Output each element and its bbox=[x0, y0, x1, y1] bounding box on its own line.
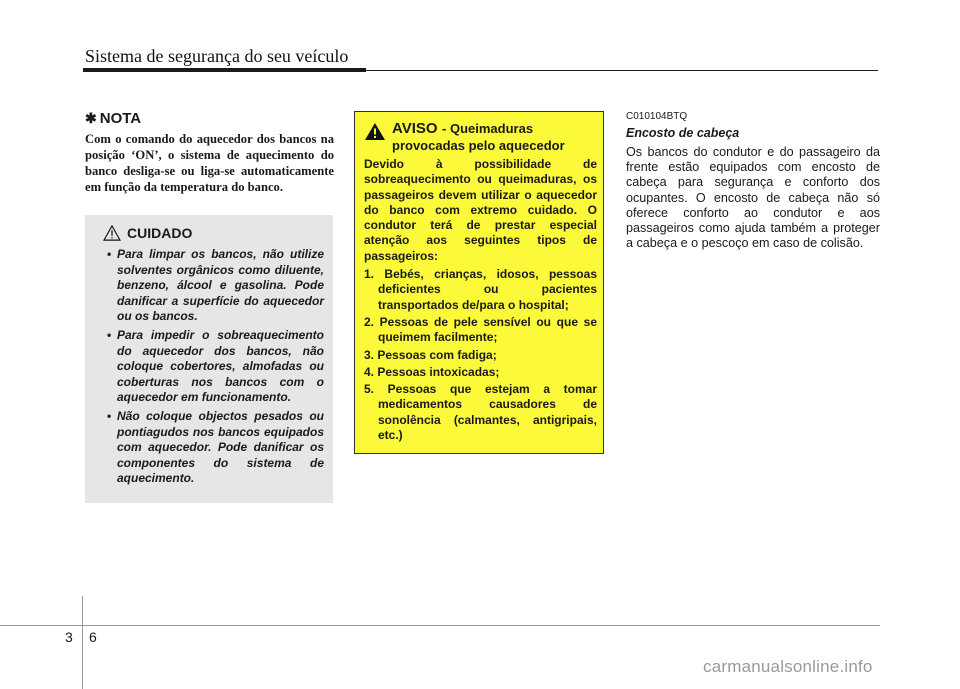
warning-subtitle-line1: - Queimaduras bbox=[442, 121, 534, 136]
warning-item: 3. Pessoas com fadiga; bbox=[364, 347, 497, 362]
headrest-section bbox=[626, 111, 880, 251]
caution-title: CUIDADO bbox=[127, 225, 193, 241]
caution-heading bbox=[103, 225, 324, 241]
note-title: NOTA bbox=[99, 110, 142, 127]
header-rule-thin bbox=[366, 70, 878, 71]
footer-rule bbox=[0, 625, 880, 626]
warning-box bbox=[354, 111, 604, 454]
page-header-title: Sistema de segurança do seu veículo bbox=[85, 46, 349, 66]
warning-item: 4. Pessoas intoxicadas; bbox=[364, 364, 500, 379]
header-rule-thick bbox=[83, 68, 366, 72]
caution-box bbox=[85, 215, 333, 503]
section-text: Os bancos do condutor e do passageiro da frente estão equipados com encosto de cabeça para segurança e conforto dos ocupantes. O encosto de cabeça não só oferece conforto ao condutor e aos passageiros como ajuda também a proteger a cabeça e o pescoço em caso de colisão. bbox=[626, 145, 880, 251]
caution-item: • Não coloque objectos pesados ou pontiagudos nos bancos equipados com aquecedor. Pode danificar os componentes do sistema de aquecimento. bbox=[103, 409, 324, 487]
warning-item: 1. Bebés, crianças, idosos, pessoas deficientes ou pacientes transportados de/para o hospital; bbox=[364, 267, 597, 312]
note-heading bbox=[85, 110, 334, 127]
warning-triangle-icon bbox=[364, 122, 386, 141]
section-code: C010104BTQ bbox=[626, 111, 688, 122]
asterisk-icon: ✱ bbox=[85, 110, 97, 126]
watermark-text[interactable]: carmanualsonline.info bbox=[703, 657, 873, 676]
warning-list bbox=[364, 267, 597, 443]
caution-triangle-icon bbox=[103, 225, 121, 241]
warning-subtitle-line2: provocadas pelo aquecedor bbox=[392, 138, 565, 153]
caution-item: • Para limpar os bancos, não utilize solventes orgânicos como diluente, benzeno, álcool e gasolina. Pode danificar a superfície do aquecedor ou os bancos. bbox=[103, 247, 324, 325]
warning-heading bbox=[364, 120, 597, 153]
warning-text: Devido à possibilidade de sobreaquecimento ou queimaduras, os passageiros devem utilizar o aquecedor do banco com extremo cuidado. O condutor terá de prestar especial atenção aos seguintes tipos de passageiros: bbox=[364, 157, 597, 263]
caution-list bbox=[103, 247, 324, 487]
note-text: Com o comando do aquecedor dos bancos na posição ‘ON’, o sistema de aquecimento do banco desliga-se ou liga-se automaticamente em função da temperatura do banco. bbox=[85, 132, 334, 194]
footer-divider bbox=[82, 596, 83, 689]
warning-title: AVISO bbox=[392, 120, 438, 137]
page-number: 6 bbox=[89, 629, 97, 645]
page-chapter: 3 bbox=[65, 629, 73, 645]
caution-item: • Para impedir o sobreaquecimento do aquecedor dos bancos, não coloque cobertores, almofadas ou coberturas nos bancos com o aquecedor em funcionamento. bbox=[103, 328, 324, 406]
warning-item: 5. Pessoas que estejam a tomar medicamentos causadores de sonolência (calmantes, antigripais, etc.) bbox=[364, 382, 597, 443]
section-title: Encosto de cabeça bbox=[626, 126, 740, 140]
note-section bbox=[85, 110, 334, 195]
warning-item: 2. Pessoas de pele sensível ou que se queimem facilmente; bbox=[364, 314, 597, 345]
